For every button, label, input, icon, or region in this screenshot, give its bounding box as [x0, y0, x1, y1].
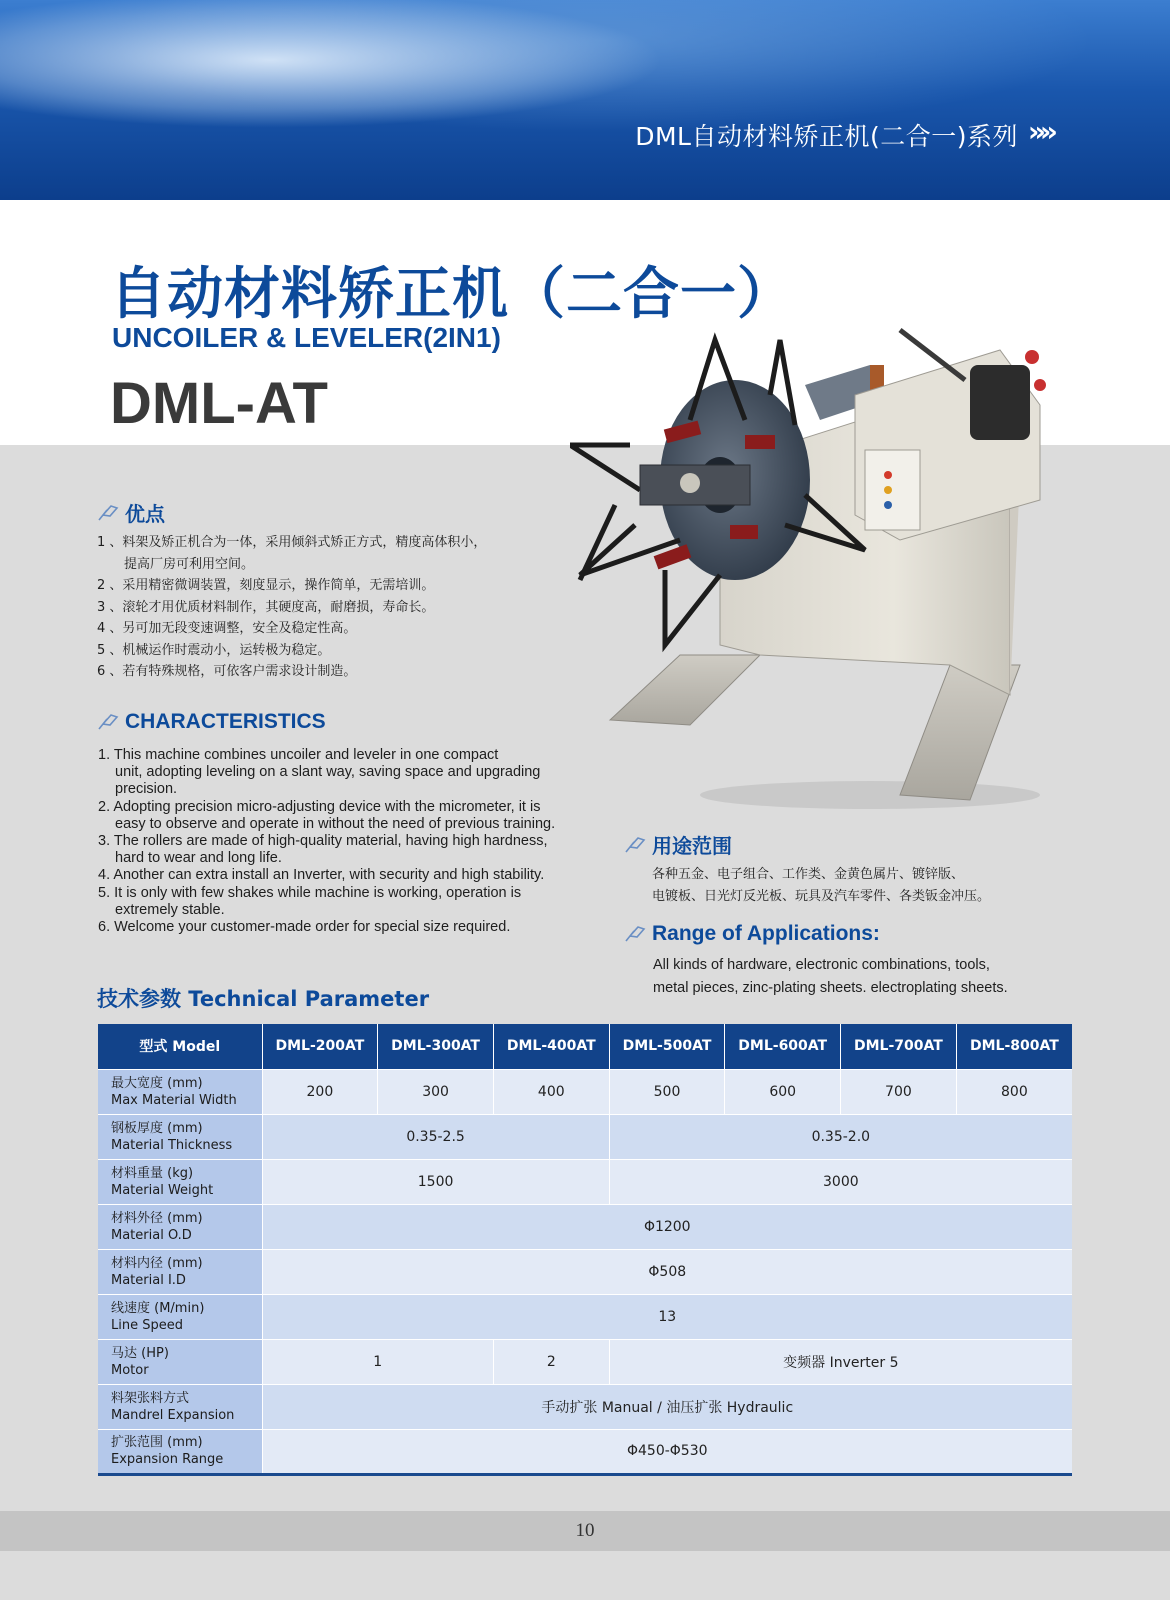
- row-label-en: Line Speed: [111, 1317, 183, 1333]
- list-item: 4 、另可加无段变速调整，安全及稳定性高。: [97, 621, 357, 636]
- product-title-en: UNCOILER & LEVELER(2IN1): [112, 322, 501, 353]
- list-item: 2. Adopting precision micro-adjusting device with the micrometer, it is: [98, 798, 541, 815]
- table-cell: 0.35-2.5: [262, 1114, 609, 1159]
- range-line: metal pieces, zinc-plating sheets. electroplating sheets.: [653, 980, 1008, 996]
- column-header: DML-500AT: [609, 1024, 725, 1069]
- table-cell: 300: [378, 1069, 494, 1114]
- column-header: 型式 Model: [98, 1024, 262, 1069]
- column-header: DML-300AT: [378, 1024, 494, 1069]
- list-item: extremely stable.: [115, 901, 225, 918]
- column-header: DML-200AT: [262, 1024, 378, 1069]
- row-label-cn: 扩张范围 (mm): [111, 1435, 203, 1450]
- page-number: 10: [575, 1520, 595, 1541]
- product-title-cn: 自动材料矫正机（二合一）: [110, 262, 794, 327]
- table-cell: 600: [725, 1069, 841, 1114]
- row-header: [98, 1204, 262, 1249]
- table-row: [98, 1429, 1072, 1474]
- table-cell: 2: [493, 1339, 609, 1384]
- range-text: [653, 954, 1008, 1000]
- column-header: DML-700AT: [841, 1024, 957, 1069]
- table-cell: 200: [262, 1069, 378, 1114]
- technical-heading: 技术参数 Technical Parameter: [97, 987, 430, 1011]
- list-item: 5 、机械运作时震动小，运转极为稳定。: [97, 642, 331, 658]
- list-item: 1. This machine combines uncoiler and leveler in one compact: [98, 747, 499, 763]
- table-cell: 800: [956, 1069, 1072, 1114]
- list-item: precision.: [115, 781, 178, 798]
- row-header: [98, 1429, 262, 1474]
- table-cell: 变频器 Inverter 5: [609, 1339, 1072, 1384]
- usage-line: 各种五金、电子组合、工作类、金黄色属片、镀锌版、: [652, 867, 965, 882]
- flag-outline-icon: [624, 925, 646, 943]
- usage-text: [652, 864, 990, 908]
- table-cell: 1500: [262, 1159, 609, 1204]
- double-chevron-icon: »»: [1027, 115, 1052, 148]
- row-label-cn: 料架张料方式: [111, 1390, 190, 1406]
- table-cell: 400: [493, 1069, 609, 1114]
- row-label-cn: 材料内径 (mm): [111, 1255, 203, 1271]
- characteristics-heading: [97, 710, 326, 734]
- table-cell: 3000: [609, 1159, 1072, 1204]
- table-header-row: [98, 1024, 1072, 1069]
- table-cell: 0.35-2.0: [609, 1114, 1072, 1159]
- row-header: [98, 1249, 262, 1294]
- row-label-cn: 材料外径 (mm): [111, 1210, 203, 1226]
- table-row: [98, 1384, 1072, 1429]
- list-item: 3. The rollers are made of high-quality material, having high hardness,: [98, 833, 548, 850]
- advantages-list: [97, 532, 486, 683]
- table-cell: Φ508: [262, 1249, 1072, 1294]
- row-header: [98, 1069, 262, 1114]
- column-header: DML-600AT: [725, 1024, 841, 1069]
- table-row: [98, 1249, 1072, 1294]
- uncoiler-leveler-machine-image: [570, 325, 1070, 820]
- list-item: 4. Another can extra install an Inverter, with security and high stability.: [98, 867, 545, 884]
- list-item: 2 、采用精密微调装置，刻度显示，操作简单，无需培训。: [97, 578, 435, 593]
- row-label-cn: 钢板厚度 (mm): [111, 1120, 203, 1136]
- characteristics-list: [98, 747, 555, 936]
- row-header: [98, 1339, 262, 1384]
- list-item: easy to observe and operate in without the need of previous training.: [115, 815, 556, 832]
- table-cell: 手动扩张 Manual / 油压扩张 Hydraulic: [262, 1384, 1072, 1429]
- range-heading-text: Range of Applications:: [652, 922, 880, 945]
- row-header: [98, 1114, 262, 1159]
- column-header: DML-800AT: [956, 1024, 1072, 1069]
- technical-parameter-table: [98, 1024, 1072, 1476]
- series-title: DML自动材料矫正机(二合一)系列: [635, 122, 1018, 151]
- list-item: 提高厂房可利用空间。: [124, 556, 255, 572]
- row-label-cn: 最大宽度 (mm): [111, 1075, 203, 1091]
- list-item: hard to wear and long life.: [115, 850, 282, 867]
- row-header: [98, 1159, 262, 1204]
- list-item: 6 、若有特殊规格，可依客户需求设计制造。: [97, 664, 357, 679]
- row-label-en: Max Material Width: [111, 1092, 237, 1108]
- list-item: unit, adopting leveling on a slant way, saving space and upgrading: [115, 764, 541, 781]
- product-model: DML-AT: [110, 371, 328, 436]
- range-line: All kinds of hardware, electronic combinations, tools,: [653, 957, 990, 973]
- row-header: [98, 1384, 262, 1429]
- header-banner: [0, 0, 1170, 200]
- table-cell: 13: [262, 1294, 1072, 1339]
- table-row: [98, 1294, 1072, 1339]
- list-item: 1 、料架及矫正机合为一体，采用倾斜式矫正方式，精度高体积小，: [97, 535, 487, 550]
- row-label-en: Expansion Range: [111, 1452, 224, 1467]
- table-row: [98, 1339, 1072, 1384]
- table-cell: 1: [262, 1339, 493, 1384]
- column-header: DML-400AT: [493, 1024, 609, 1069]
- usage-heading-text: 用途范围: [652, 834, 732, 858]
- row-label-en: Material O.D: [111, 1227, 192, 1243]
- flag-outline-icon: [97, 504, 119, 522]
- range-heading: [624, 922, 880, 946]
- usage-heading: [624, 830, 732, 859]
- characteristics-heading-text: CHARACTERISTICS: [125, 710, 326, 733]
- row-label-en: Material Weight: [111, 1182, 214, 1198]
- row-label-en: Material Thickness: [111, 1137, 233, 1153]
- table-row: [98, 1159, 1072, 1204]
- flag-outline-icon: [97, 713, 119, 731]
- row-label-en: Mandrel Expansion: [111, 1407, 235, 1423]
- row-label-cn: 材料重量 (kg): [111, 1165, 194, 1181]
- table-row: [98, 1114, 1072, 1159]
- advantages-heading: [97, 498, 165, 527]
- list-item: 5. It is only with few shakes while machine is working, operation is: [98, 884, 522, 901]
- row-label-cn: 线速度 (M/min): [111, 1300, 205, 1316]
- row-header: [98, 1294, 262, 1339]
- table-body: [98, 1069, 1072, 1474]
- row-label-cn: 马达 (HP): [111, 1345, 169, 1361]
- table-cell: Φ450-Φ530: [262, 1429, 1072, 1474]
- flag-outline-icon: [624, 836, 646, 854]
- table-cell: 500: [609, 1069, 725, 1114]
- list-item: 6. Welcome your customer-made order for special size required.: [98, 919, 511, 936]
- advantages-heading-text: 优点: [125, 502, 165, 526]
- list-item: 3 、滚轮才用优质材料制作，其硬度高，耐磨损，寿命长。: [97, 599, 435, 615]
- table-cell: 700: [841, 1069, 957, 1114]
- row-label-en: Material I.D: [111, 1272, 186, 1288]
- row-label-en: Motor: [111, 1362, 149, 1378]
- table-row: [98, 1204, 1072, 1249]
- table-cell: Φ1200: [262, 1204, 1072, 1249]
- table-row: [98, 1069, 1072, 1114]
- usage-line: 电镀板、日光灯反光板、玩具及汽车零件、各类钣金冲压。: [652, 889, 991, 904]
